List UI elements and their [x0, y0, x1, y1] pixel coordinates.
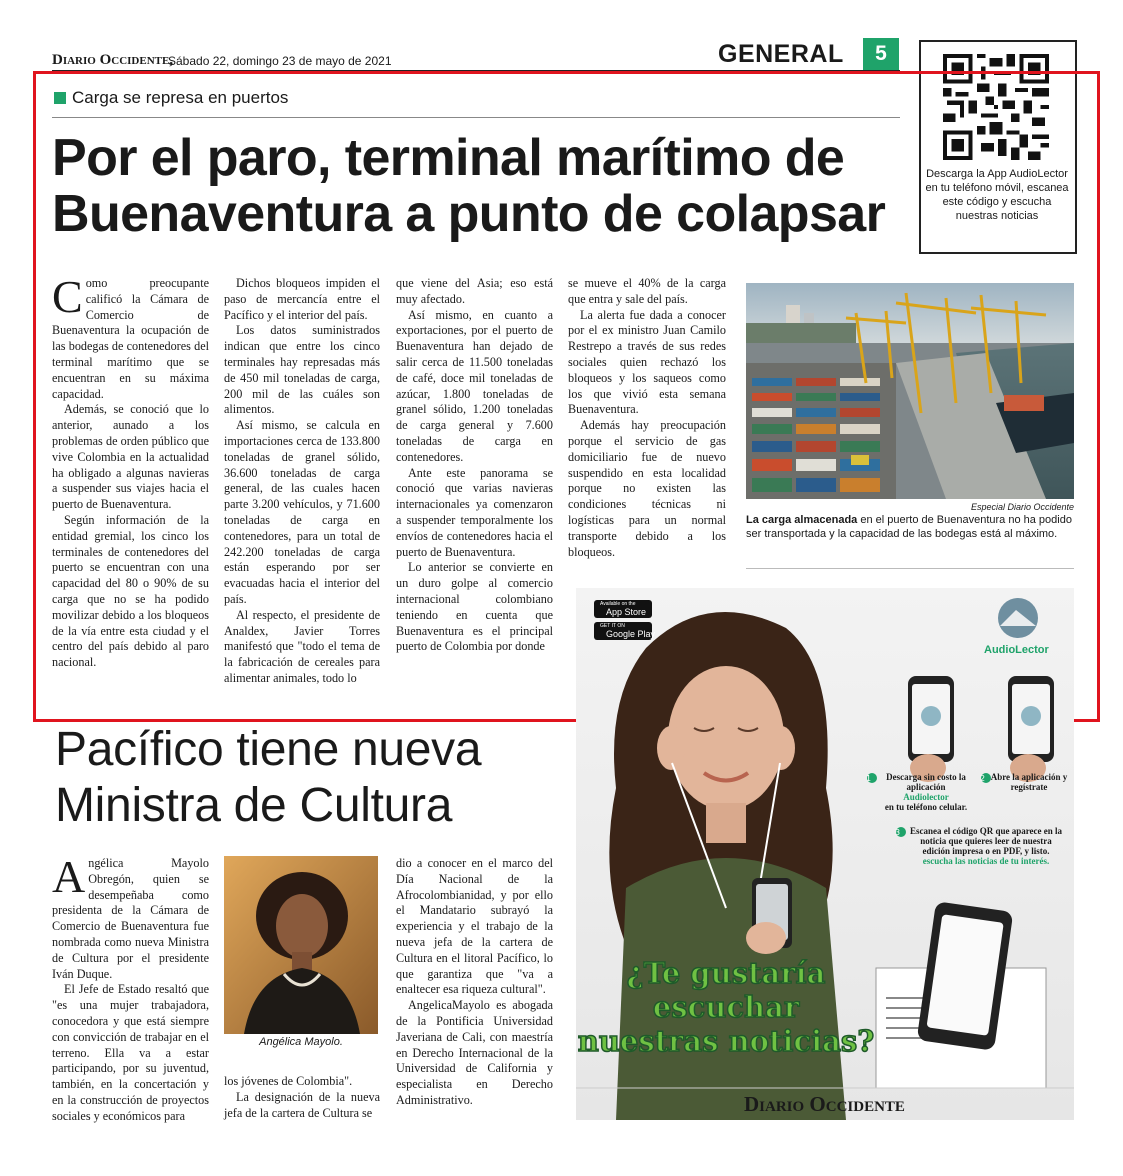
step-1-text: Descarga sin costo la aplicación — [886, 772, 966, 792]
caption-rule — [746, 568, 1074, 569]
article-column-3 — [396, 276, 553, 655]
paragraph: Dichos bloqueos impiden el paso de mercancía entre el Pacífico y el interior del país. — [224, 276, 380, 322]
audiolector-brand: AudioLector — [984, 644, 1049, 656]
photo-caption — [746, 514, 1074, 541]
audiolector-ad[interactable] — [576, 588, 1074, 1120]
step-number: 2 — [980, 774, 986, 783]
drop-cap: A — [52, 851, 86, 902]
googleplay-badge[interactable]: Google Play — [606, 629, 656, 639]
appstore-badge[interactable]: App Store — [606, 607, 647, 617]
paragraph: AngelicaMayolo es abogada de la Pontificia Universidad Javeriana de Cali, con maestría en Derecho Internacional de la Universidad de California y especialista en Derecho Administrativo. — [396, 998, 553, 1107]
paragraph: los jóvenes de Colombia". — [224, 1074, 353, 1088]
portrait-caption: Angélica Mayolo. — [259, 1036, 343, 1048]
paragraph: Ante este panorama se conoció que varias navieras internacionales ya comenzaron a suspender temporalmente los envíos de contenedores hacia el puerto de Buenaventura. — [396, 465, 553, 559]
port-photo — [746, 283, 1074, 499]
caption-lead: La carga almacenada — [746, 514, 858, 526]
masthead-name: Diario Occidente, — [52, 52, 174, 68]
kicker-rule — [52, 117, 900, 118]
paragraph: Además, se conoció que lo anterior, aunado a los problemas de orden público que vive Colombia en la actualidad ha obligado a algunas navieras a suspender sus viajes hacia el puerto de Buenaventura. — [52, 402, 209, 512]
paragraph: ngélica Mayolo Obregón, quien se desempeñaba como presidenta de la Cámara de Comercio de Buenaventura fue nombrada como nueva Ministra de Cultura por el presidente Iván Duque. — [52, 856, 209, 981]
caption-text: en el puerto de Buenaventura no ha podido ser transportada y la capacidad de las bodegas está al máximo. — [746, 514, 1072, 540]
paragraph: que viene del Asia; eso está muy afectado. — [396, 276, 553, 306]
article2-headline: Pacífico tiene nueva Ministra de Cultura — [55, 723, 482, 832]
masthead-date: Sábado 22, domingo 23 de mayo de 2021 — [168, 54, 392, 68]
step-3-text: Escanea el código QR que aparece en la noticia que quieres leer de nuestra edición impresa o en PDF, y listo. — [909, 826, 1063, 856]
article2-column-1 — [52, 851, 209, 1125]
paragraph: Al respecto, el presidente de Analdex, Javier Torres manifestó que "todo el tema de la fabricación de cereales para alimentar animales, todo lo — [224, 607, 380, 685]
ad-step-1 — [876, 772, 976, 812]
paragraph: Los datos suministrados indican que entre los cinco terminales hay represadas más de 450 mil toneladas de carga, 200 mil de las cuáles son alimentos. — [224, 323, 380, 417]
kicker-square-icon — [54, 92, 66, 104]
ad-step-3 — [906, 826, 1066, 866]
slogan-line-2: escuchar — [652, 990, 800, 1024]
appstore-small: Available on the — [600, 601, 636, 607]
step-1-app: Audiolector — [903, 792, 949, 802]
paragraph: Así mismo, se calcula en importaciones cerca de 133.800 toneladas de granel sólido, 36.600 toneladas de carga general, de las cuales hacen parte 3.200 vehículos, y 71.600 toneladas de carga en contenedores, para un total de 242.200 toneladas de carga están esperando por ser evacuadas hacia el interior del país. — [224, 418, 380, 606]
paragraph: se mueve el 40% de la carga que entra y sale del país. — [568, 276, 726, 306]
article2-column-2 — [224, 1074, 380, 1121]
section-label: GENERAL — [718, 40, 844, 68]
step-number: 1 — [866, 774, 872, 783]
article-headline: Por el paro, terminal marítimo de Buenaventura a punto de colapsar — [52, 129, 886, 243]
qr-caption: Descarga la App AudioLector en tu teléfono móvil, escanea este código y escucha nuestras noticias — [925, 168, 1069, 222]
article-column-4 — [568, 276, 726, 560]
paragraph: El Jefe de Estado resaltó que "es una mujer trabajadora, conocedora y que está siempre con convicción de trabajar en el terreno. Ella va a estar participando, por su juventud, también, en la concertación y en la construcción de proyectos sociales y económicos para — [52, 982, 209, 1123]
paragraph: dio a conocer en el marco del Día Nacional de la Afrocolombianidad, y por ello el Mandatario subrayó la experiencia y el trabajo de la nueva jefa de la cartera de Cultura en el litoral Pacífico, lo que garantiza que "va a enaltecer esa riqueza cultural". — [396, 856, 553, 997]
paragraph: Lo anterior se convierte en un duro golpe al comercio internacional colombiano teniendo en cuenta que Buenaventura es el principal puerto de Colombia por donde — [396, 560, 553, 654]
article-kicker: Carga se represa en puertos — [72, 88, 289, 107]
drop-cap: C — [52, 271, 83, 322]
paragraph: Según información de la entidad gremial, los cinco los terminales de contenedores del puerto se encuentran con una capacidad del 80 o 90% de su carga que no se ha podido movilizar debido a los bloqueos de la vía entre esta ciudad y el centro del país debido al paro nacional. — [52, 512, 209, 670]
article2-column-3 — [396, 856, 553, 1109]
photo-credit: Especial Diario Occidente — [970, 502, 1074, 512]
ad-slogan — [576, 956, 876, 1058]
paragraph: omo preocupante calificó la Cámara de Comercio de Buenaventura la ocupación de las bodegas de contenedores del terminal marítimo que se encuentran en su máxima capacidad. — [52, 276, 209, 401]
ad-step-2: Abre la aplicación y regístrate — [990, 772, 1068, 792]
step-1-end: en tu teléfono celular. — [884, 802, 968, 812]
paragraph: La designación de la nueva jefa de la cartera de Cultura se — [224, 1089, 380, 1120]
slogan-line-3: nuestras noticias? — [577, 1024, 875, 1058]
googleplay-small: GET IT ON — [600, 623, 625, 629]
portrait-photo — [224, 856, 378, 1034]
paragraph: La alerta fue dada a conocer por el ex ministro Juan Camilo Restrepo a través de sus redes sociales quien rechazó los bloqueos y los saqueos como los que vivió esta semana Buenaventura. — [568, 307, 726, 417]
ad-logo: Diario Occidente — [744, 1092, 905, 1116]
paragraph: Además hay preocupación porque el servicio de gas domiciliario fue de nuevo suspendido en esta localidad porque no existen las condiciones técnicas ni logísticas para un normal transporte debido a los bloqueos. — [568, 418, 726, 559]
article-column-1 — [52, 271, 209, 671]
article-column-2 — [224, 276, 380, 687]
step-number: 3 — [895, 828, 901, 837]
page-number: 5 — [863, 38, 899, 70]
slogan-line-1: ¿Te gustaría — [626, 956, 826, 990]
paragraph: Así mismo, en cuanto a exportaciones, por el puerto de Buenaventura han dejado de salir cerca de 11.500 toneladas de café, doce mil toneladas de azúcar, 1.800 toneladas de granel sólido, 1.200 toneladas de carga general y 7.600 toneladas de carga en contenedores. — [396, 307, 553, 464]
step-3-green: escucha las noticias de tu interés. — [922, 856, 1050, 866]
